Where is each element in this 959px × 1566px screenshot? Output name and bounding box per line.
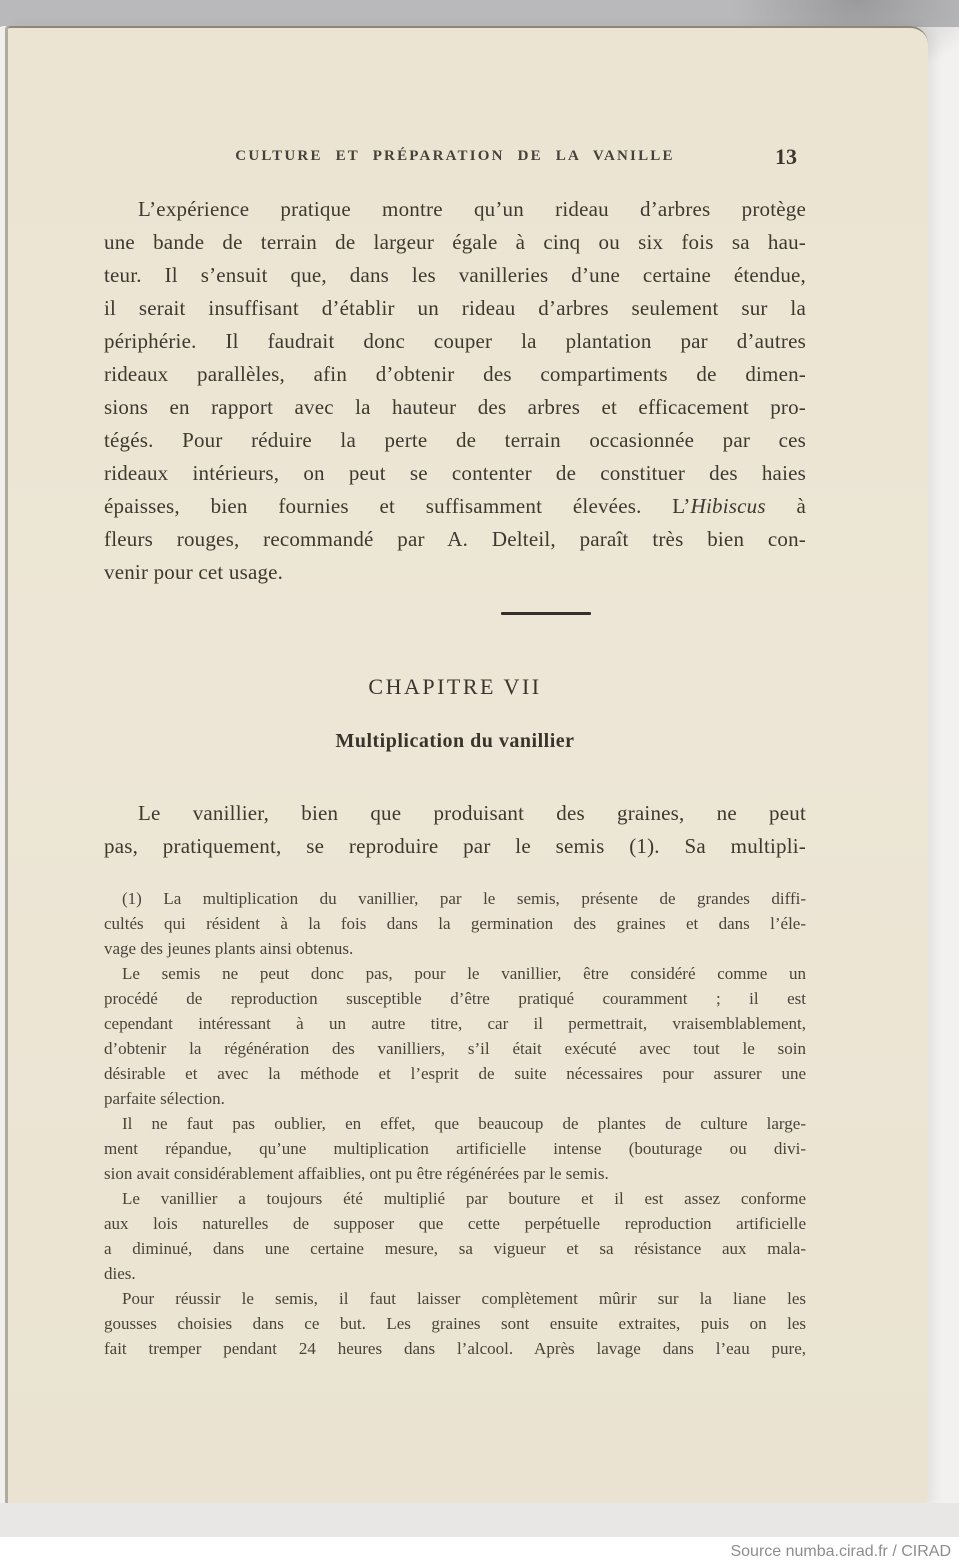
section-divider [501, 612, 591, 615]
text-line: pas, pratiquement, se reproduire par le semis (1). Sa multipli- [104, 834, 806, 858]
text-line: teur. Il s’ensuit que, dans les vanilleries d’une certaine étendue, [104, 263, 806, 287]
text-line: fleurs rouges, recommandé par A. Delteil, paraît très bien con- [104, 527, 806, 551]
text-line: cependant intéressant à un autre titre, car il permettrait, vraisemblablement, [104, 1014, 806, 1033]
text-line: aux lois naturelles de supposer que cette perpétuelle reproduction artificielle [104, 1214, 806, 1233]
text-line: Le vanillier a toujours été multiplié par bouture et il est assez conforme [122, 1189, 806, 1208]
footnote-block [104, 886, 806, 1361]
text-line: il serait insuffisant d’établir un rideau d’arbres seulement sur la [104, 296, 806, 320]
text-line: rideaux intérieurs, on peut se contenter de constituer des haies [104, 461, 806, 485]
scan-background-bottom [0, 1503, 959, 1537]
text-line: vage des jeunes plants ainsi obtenus. [104, 939, 354, 958]
text-line: Pour réussir le semis, il faut laisser complètement mûrir sur la liane les [122, 1289, 806, 1308]
text-line: cultés qui résident à la fois dans la germination des graines et dans l’éle- [104, 914, 806, 933]
chapter-subheading: Multiplication du vanillier [335, 730, 575, 752]
text-line: sions en rapport avec la hauteur des arbres et efficacement pro- [104, 395, 806, 419]
text-line: ment répandue, qu’une multiplication artificielle intense (bouturage ou divi- [104, 1139, 806, 1158]
text-line: L’expérience pratique montre qu’un rideau d’arbres protège [138, 197, 806, 221]
text-line: fait tremper pendant 24 heures dans l’alcool. Après lavage dans l’eau pure, [104, 1339, 806, 1358]
text-line: tégés. Pour réduire la perte de terrain occasionnée par ces [104, 428, 806, 452]
text-line: venir pour cet usage. [104, 560, 284, 584]
text-line: sion avait considérablement affaiblies, ont pu être régénérées par le semis. [104, 1164, 609, 1183]
text-line: (1) La multiplication du vanillier, par le semis, présente de grandes diffi- [122, 889, 806, 908]
text-line: épaisses, bien fournies et suffisamment élevées. L’Hibiscus à [104, 494, 806, 518]
running-header: CULTURE ET PRÉPARATION DE LA VANILLE [235, 148, 675, 164]
text-line: désirable et avec la méthode et l’esprit de suite nécessaires pour assurer une [104, 1064, 806, 1083]
text-line: périphérie. Il faudrait donc couper la plantation par d’autres [104, 329, 806, 353]
page-number: 13 [775, 144, 797, 169]
text-line: Le semis ne peut donc pas, pour le vanillier, être considéré comme un [122, 964, 806, 983]
text-line: d’obtenir la régénération des vanilliers, s’il était exécuté avec tout le soin [104, 1039, 806, 1058]
text-line: dies. [104, 1264, 136, 1283]
text-line: parfaite sélection. [104, 1089, 225, 1108]
body-paragraph-1 [104, 193, 806, 589]
body-paragraph-2 [104, 797, 806, 863]
source-attribution: Source numba.cirad.fr / CIRAD [0, 1537, 959, 1566]
text-line: procédé de reproduction susceptible d’être pratiqué couramment ; il est [104, 989, 806, 1008]
text-line: Il ne faut pas oublier, en effet, que beaucoup de plantes de culture large- [122, 1114, 806, 1133]
text-line: une bande de terrain de largeur égale à cinq ou six fois sa hau- [104, 230, 806, 254]
chapter-heading: CHAPITRE VII [368, 674, 542, 699]
book-page [8, 26, 928, 1505]
text-line: gousses choisies dans ce but. Les graines sont ensuite extraites, puis on les [104, 1314, 806, 1333]
text-line: rideaux parallèles, afin d’obtenir des compartiments de dimen- [104, 362, 806, 386]
text-line: Le vanillier, bien que produisant des graines, ne peut [138, 801, 806, 825]
text-line: a diminué, dans une certaine mesure, sa vigueur et sa résistance aux mala- [104, 1239, 806, 1258]
